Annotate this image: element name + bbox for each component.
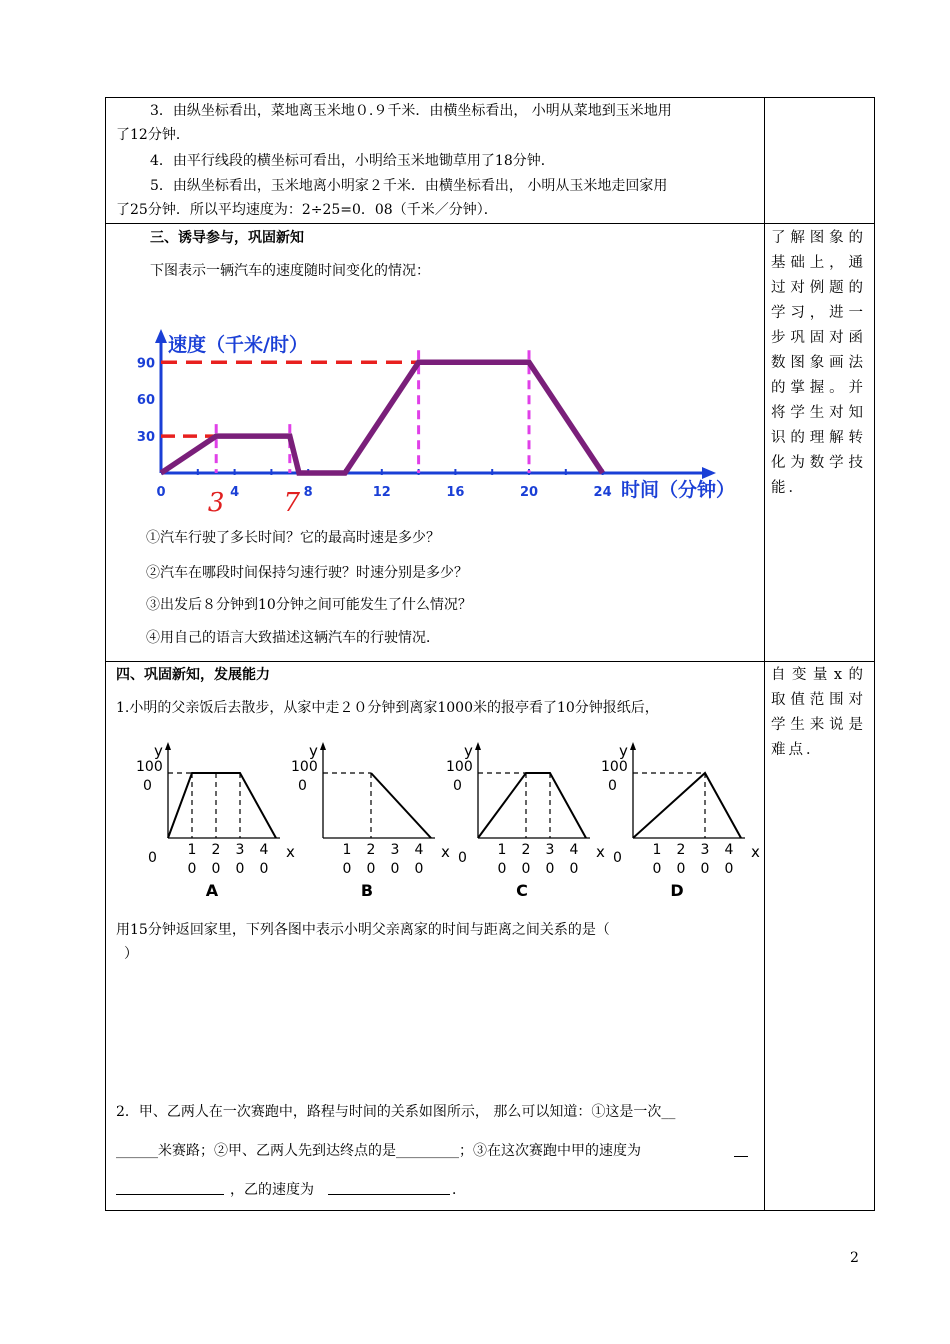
row-divider <box>106 223 874 224</box>
x-axis-label: x <box>441 843 450 861</box>
choice-label: C <box>516 881 528 900</box>
x-tick-label: 0 <box>211 861 221 877</box>
speed-series-line <box>161 362 603 473</box>
y-axis-label: y <box>464 742 473 760</box>
x-tick-label: 1 <box>497 842 507 858</box>
problem-1-text: 1.小明的父亲饭后去散步，从家中走２０分钟到离家1000米的报亭看了10分钟报纸后， <box>116 700 659 716</box>
y-tick-label: 90 <box>136 356 155 372</box>
origin-label: 0 <box>613 850 622 866</box>
y-tick-label: 30 <box>136 430 155 446</box>
choice-chart-c <box>446 742 605 900</box>
text-line: 了12分钟． <box>116 127 190 143</box>
x-tick-label: 2 <box>211 842 221 858</box>
section-heading: 四、巩固新知，发展能力 <box>116 667 270 683</box>
x-tick-label: 4 <box>230 485 240 500</box>
problem-2-text: ． <box>452 1182 466 1198</box>
y-axis-label: 速度（千米/时） <box>168 334 308 356</box>
x-tick-label: 0 <box>187 861 197 877</box>
x-tick-label: 16 <box>446 485 465 500</box>
row-divider <box>106 661 874 662</box>
x-tick-label: 2 <box>676 842 686 858</box>
y-axis-arrow <box>475 742 481 750</box>
text-line: 下图表示一辆汽车的速度随时间变化的情况： <box>150 263 430 279</box>
origin-label: 0 <box>148 850 157 866</box>
x-axis-label: x <box>596 843 605 861</box>
y-tick-label: 100 <box>601 759 628 775</box>
section-heading: 三、诱导参与，巩固新知 <box>150 230 304 246</box>
question-3: ③出发后８分钟到10分钟之间可能发生了什么情况？ <box>146 597 472 613</box>
speed-time-chart <box>126 323 766 523</box>
y-tick-label: 100 <box>446 759 473 775</box>
x-tick-label: 3 <box>235 842 245 858</box>
x-tick-label: 24 <box>593 485 612 500</box>
x-axis-arrow <box>702 467 716 479</box>
x-tick-label: 0 <box>569 861 579 877</box>
y-tick-label: 0 <box>143 778 152 794</box>
side-note: 自变量x的取值范围对学生来说是难点． <box>771 667 866 758</box>
x-tick-label: 20 <box>519 485 539 500</box>
x-tick-label: 4 <box>569 842 579 858</box>
y-axis-label: y <box>154 742 163 760</box>
distance-series-line <box>478 773 586 838</box>
choice-chart-a <box>136 742 295 900</box>
x-axis-label: 时间（分钟） <box>621 479 736 501</box>
y-axis-label: y <box>309 742 318 760</box>
answer-blank <box>328 1180 450 1195</box>
problem-2-text: ，乙的速度为 <box>230 1182 314 1198</box>
y-tick-label: 0 <box>608 778 617 794</box>
x-tick-label: 8 <box>303 485 313 500</box>
x-tick-label: 4 <box>724 842 734 858</box>
x-tick-label: 0 <box>521 861 531 877</box>
x-tick-label: 3 <box>700 842 710 858</box>
x-tick-label: 4 <box>414 842 424 858</box>
answer-blank <box>734 1141 748 1161</box>
x-tick-label: 1 <box>187 842 197 858</box>
choice-label: D <box>670 881 684 900</box>
x-tick-label: 0 <box>652 861 662 877</box>
text-line: 了25分钟．所以平均速度为：2÷25=0．08（千米／分钟）． <box>116 202 498 218</box>
distance-series-line <box>168 773 276 838</box>
x-axis-label: x <box>286 843 295 861</box>
y-tick-label: 0 <box>453 778 462 794</box>
x-tick-label: 0 <box>156 485 166 500</box>
y-tick-label: 100 <box>136 759 163 775</box>
problem-1-text: ） <box>124 946 138 962</box>
problem-1-text: 用15分钟返回家里，下列各图中表示小明父亲离家的时间与距离之间关系的是（ <box>116 922 610 938</box>
page-number: 2 <box>850 1250 859 1266</box>
x-tick-label: 2 <box>366 842 376 858</box>
x-tick-label: 0 <box>390 861 400 877</box>
text-line: 3．由纵坐标看出，菜地离玉米地０.９千米．由横坐标看出， 小明从菜地到玉米地用 <box>150 103 672 119</box>
question-4: ④用自己的语言大致描述这辆汽车的行驶情况． <box>146 630 440 646</box>
x-tick-label: 1 <box>342 842 352 858</box>
x-tick-label: 12 <box>372 485 391 500</box>
choice-chart-d <box>601 742 760 900</box>
choice-label: B <box>360 881 374 900</box>
question-1: ①汽车行驶了多长时间？它的最高时速是多少？ <box>146 530 440 546</box>
x-tick-label: 0 <box>724 861 734 877</box>
x-tick-label: 0 <box>235 861 245 877</box>
x-tick-label: 1 <box>652 842 662 858</box>
y-axis-arrow <box>155 329 167 343</box>
x-tick-label: 2 <box>521 842 531 858</box>
x-tick-label: 3 <box>545 842 555 858</box>
problem-2-text: 2．甲、乙两人在一次赛跑中，路程与时间的关系如图所示， 那么可以知道：①这是一次__ <box>116 1104 676 1120</box>
x-tick-label: 0 <box>676 861 686 877</box>
distance-series-line <box>371 773 431 838</box>
x-tick-label: 0 <box>259 861 269 877</box>
column-divider <box>764 98 765 1210</box>
y-tick-label: 100 <box>291 759 318 775</box>
question-2: ②汽车在哪段时间保持匀速行驶？时速分别是多少？ <box>146 565 468 581</box>
handwritten-mark: 7 <box>283 488 301 518</box>
y-tick-label: 60 <box>136 393 155 409</box>
x-tick-label: 0 <box>497 861 507 877</box>
answer-blank <box>116 1180 224 1195</box>
x-tick-label: 0 <box>545 861 555 877</box>
y-tick-label: 0 <box>298 778 307 794</box>
handwritten-mark: 3 <box>207 488 225 518</box>
y-axis-label: y <box>619 742 628 760</box>
text-line: 4．由平行线段的横坐标可看出，小明给玉米地锄草用了18分钟． <box>150 153 555 169</box>
text-line: 5．由纵坐标看出，玉米地离小明家２千米．由横坐标看出， 小明从玉米地走回家用 <box>150 178 668 194</box>
x-tick-label: 0 <box>414 861 424 877</box>
choice-chart-b <box>291 742 450 900</box>
y-axis-arrow <box>320 742 326 750</box>
distance-series-line <box>633 773 741 838</box>
x-tick-label: 0 <box>366 861 376 877</box>
x-tick-label: 3 <box>390 842 400 858</box>
x-tick-label: 4 <box>259 842 269 858</box>
problem-2-text: ______米赛路；②甲、乙两人先到达终点的是_________；③在这次赛跑中甲的速度为 <box>116 1143 641 1159</box>
x-tick-label: 0 <box>342 861 352 877</box>
origin-label: 0 <box>458 850 467 866</box>
choice-label: A <box>205 881 219 900</box>
x-tick-label: 0 <box>700 861 710 877</box>
answer-choice-charts <box>116 738 761 908</box>
y-axis-arrow <box>630 742 636 750</box>
x-axis-label: x <box>751 843 760 861</box>
side-note: 了解图象的基础上，通过对例题的学习，进一步巩固对函数图象画法的掌握。并将学生对知识的理解转化为数学技能． <box>771 230 866 496</box>
y-axis-arrow <box>165 742 171 750</box>
lesson-table <box>105 97 875 1211</box>
